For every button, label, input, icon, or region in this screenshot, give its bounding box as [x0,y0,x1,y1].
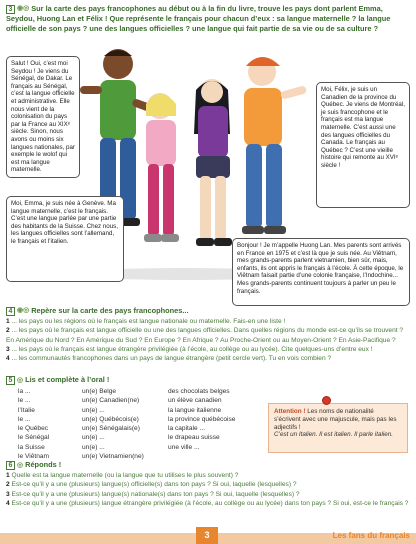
exercise-number: 6 [6,461,15,470]
list-item: 1 ... les pays ou les régions où le français est langue nationale ou maternelle. Fais-en une liste ! [6,317,286,325]
activity-icons: ◉◎ [17,5,30,13]
pushpin-icon [322,396,331,405]
list-item: 3 Est-ce qu’il y a une (plusieurs) langue(s) nationale(s) dans ton pays ? Si oui, laquelle (lesquelles) ? [6,490,300,498]
exercise-number: 3 [6,5,15,14]
list-item: 2 Est-ce qu’il y a une (plusieurs) langue(s) officielle(s) dans ton pays ? Si oui, laquelle (lesquelles) ? [6,481,297,489]
adjective-column: des chocolats belges un élève canadien la langue italienne la province québécoise la capitale ... le drapeau suisse une ville ... [168,388,236,451]
exercise-6-heading [6,460,61,470]
exercise-4-heading [6,306,410,316]
list-item: 2 ... les pays où le français est langue officielle ou une des langues officielles. Dans quelles régions du monde est-ce qu’ils se trouvent ? En Amérique du Nord ? En Amérique du Sud ? En Europe ? En Afrique ? Au Proche-Orient ou au Moyen-Orient ? En Asie-Pacifique ? [6,327,404,344]
exercise-4 [6,306,410,364]
speech-bubble-huong-lan: Bonjour ! Je m’appelle Huong Lan. Mes parents sont arrivés en France en 1975 et c’est là que je suis née. Au Viêtnam, mes grands-parents parlent vietnamien, bien sûr, mais, enfants, ils ont appris le français à l’école. À cette époque, le Viêtnam faisait partie d’une colonie française, l’Indochine... Mes grands-parents continuent toujours à parler un peu le français. [232,238,410,306]
exercise-3-text: Sur la carte des pays francophones au début ou à la fin du livre, trouve les pays dont parlent Emma, Seydou, Huong Lan et Félix ! Que représente le français pour chacun d’eux : sa langue maternelle ? la langue officielle de son pays ? une des langues officielles ? une langue qui fait partie de sa vie ou de sa culture ? [6,4,391,33]
exercise-3-instructions [6,4,406,34]
attention-text: Les noms de nationalité s’écrivent avec une majuscule, mais pas les adjectifs ! [274,408,397,431]
list-item: 3 ... les pays où le français est langue étrangère privilégiée (à l’école, au collège ou au lycée). Cite quelques-uns d’entre eux ! [6,345,373,353]
country-column: la ... le ... l’Italie le ... le Québec le Sénégal la Suisse le Viêtnam [18,388,50,461]
page-number: 3 [196,527,218,544]
emma-figure [144,93,179,242]
attention-example: C’est un Italien. Il est italien. Il parle italien. [274,431,394,439]
footer-title: Les fans du français [332,531,410,540]
speech-icon: ◎ [17,377,24,385]
huong-lan-figure [194,79,232,246]
nationality-column: un(e) Belge un(e) Canadien(ne) un(e) ... un(e) Québécois(e) un(e) Sénégalais(e) un(e) ... un(e) ... un(e) Vietnamien(ne) [82,388,144,461]
exercise-6-questions [6,471,410,509]
exercise-4-title: Repère sur la carte des pays francophones... [31,306,189,315]
exercise-6-title: Réponds ! [25,460,62,469]
attention-note [268,403,408,453]
list-item: 4 ... les communautés francophones dans un pays de langue étrangère (petit cercle vert). Tu en vois combien ? [6,355,332,363]
activity-icons: ◉◎ [17,307,30,315]
speech-bubble-felix: Moi, Félix, je suis un Canadien de la province du Québec. Je viens de Montréal, je suis francophone et le français est ma langue maternelle. C’est aussi une des langues officielles du Canada. Le français au Québec ? C’est une vieille histoire qui remonte au XVIᵉ siècle ! [316,82,410,208]
speech-bubble-seydou: Salut ! Oui, c’est moi Seydou ! Je viens du Sénégal, de Dakar. Le français au Sénégal, c’est la langue officielle et administrative. Elle nous vient de la colonisation du pays par la France au XIXᵉ siècle. Sinon, nous avons ou moins six langues nationales, par exemple le wolof qui est ma langue maternelle. [6,56,80,178]
exercise-5-heading [6,375,109,385]
exercise-5-title: Lis et complète à l’oral ! [25,375,110,384]
exercise-number: 5 [6,376,15,385]
speech-icon: ◎ [17,462,24,470]
exercise-number: 4 [6,307,15,316]
list-item: 1 Quelle est ta langue maternelle (ou la langue que tu utilises le plus souvent) ? [6,472,239,479]
attention-label: Attention ! [274,408,306,415]
felix-figure [242,57,307,234]
list-item: 4 Est-ce qu’il y a une (plusieurs) langue étrangère privilégiée (à l’école, au collège ou au lycée) dans ton pays ? Si oui, est-ce le français ? [6,500,409,508]
speech-bubble-emma: Moi, Emma, je suis née à Genève. Ma langue maternelle, c’est le français. C’est une langue parlée par une partie des habitants de la Suisse. Chez nous, les langues officielles sont l’allemand, le français et l’italien. [6,196,124,282]
